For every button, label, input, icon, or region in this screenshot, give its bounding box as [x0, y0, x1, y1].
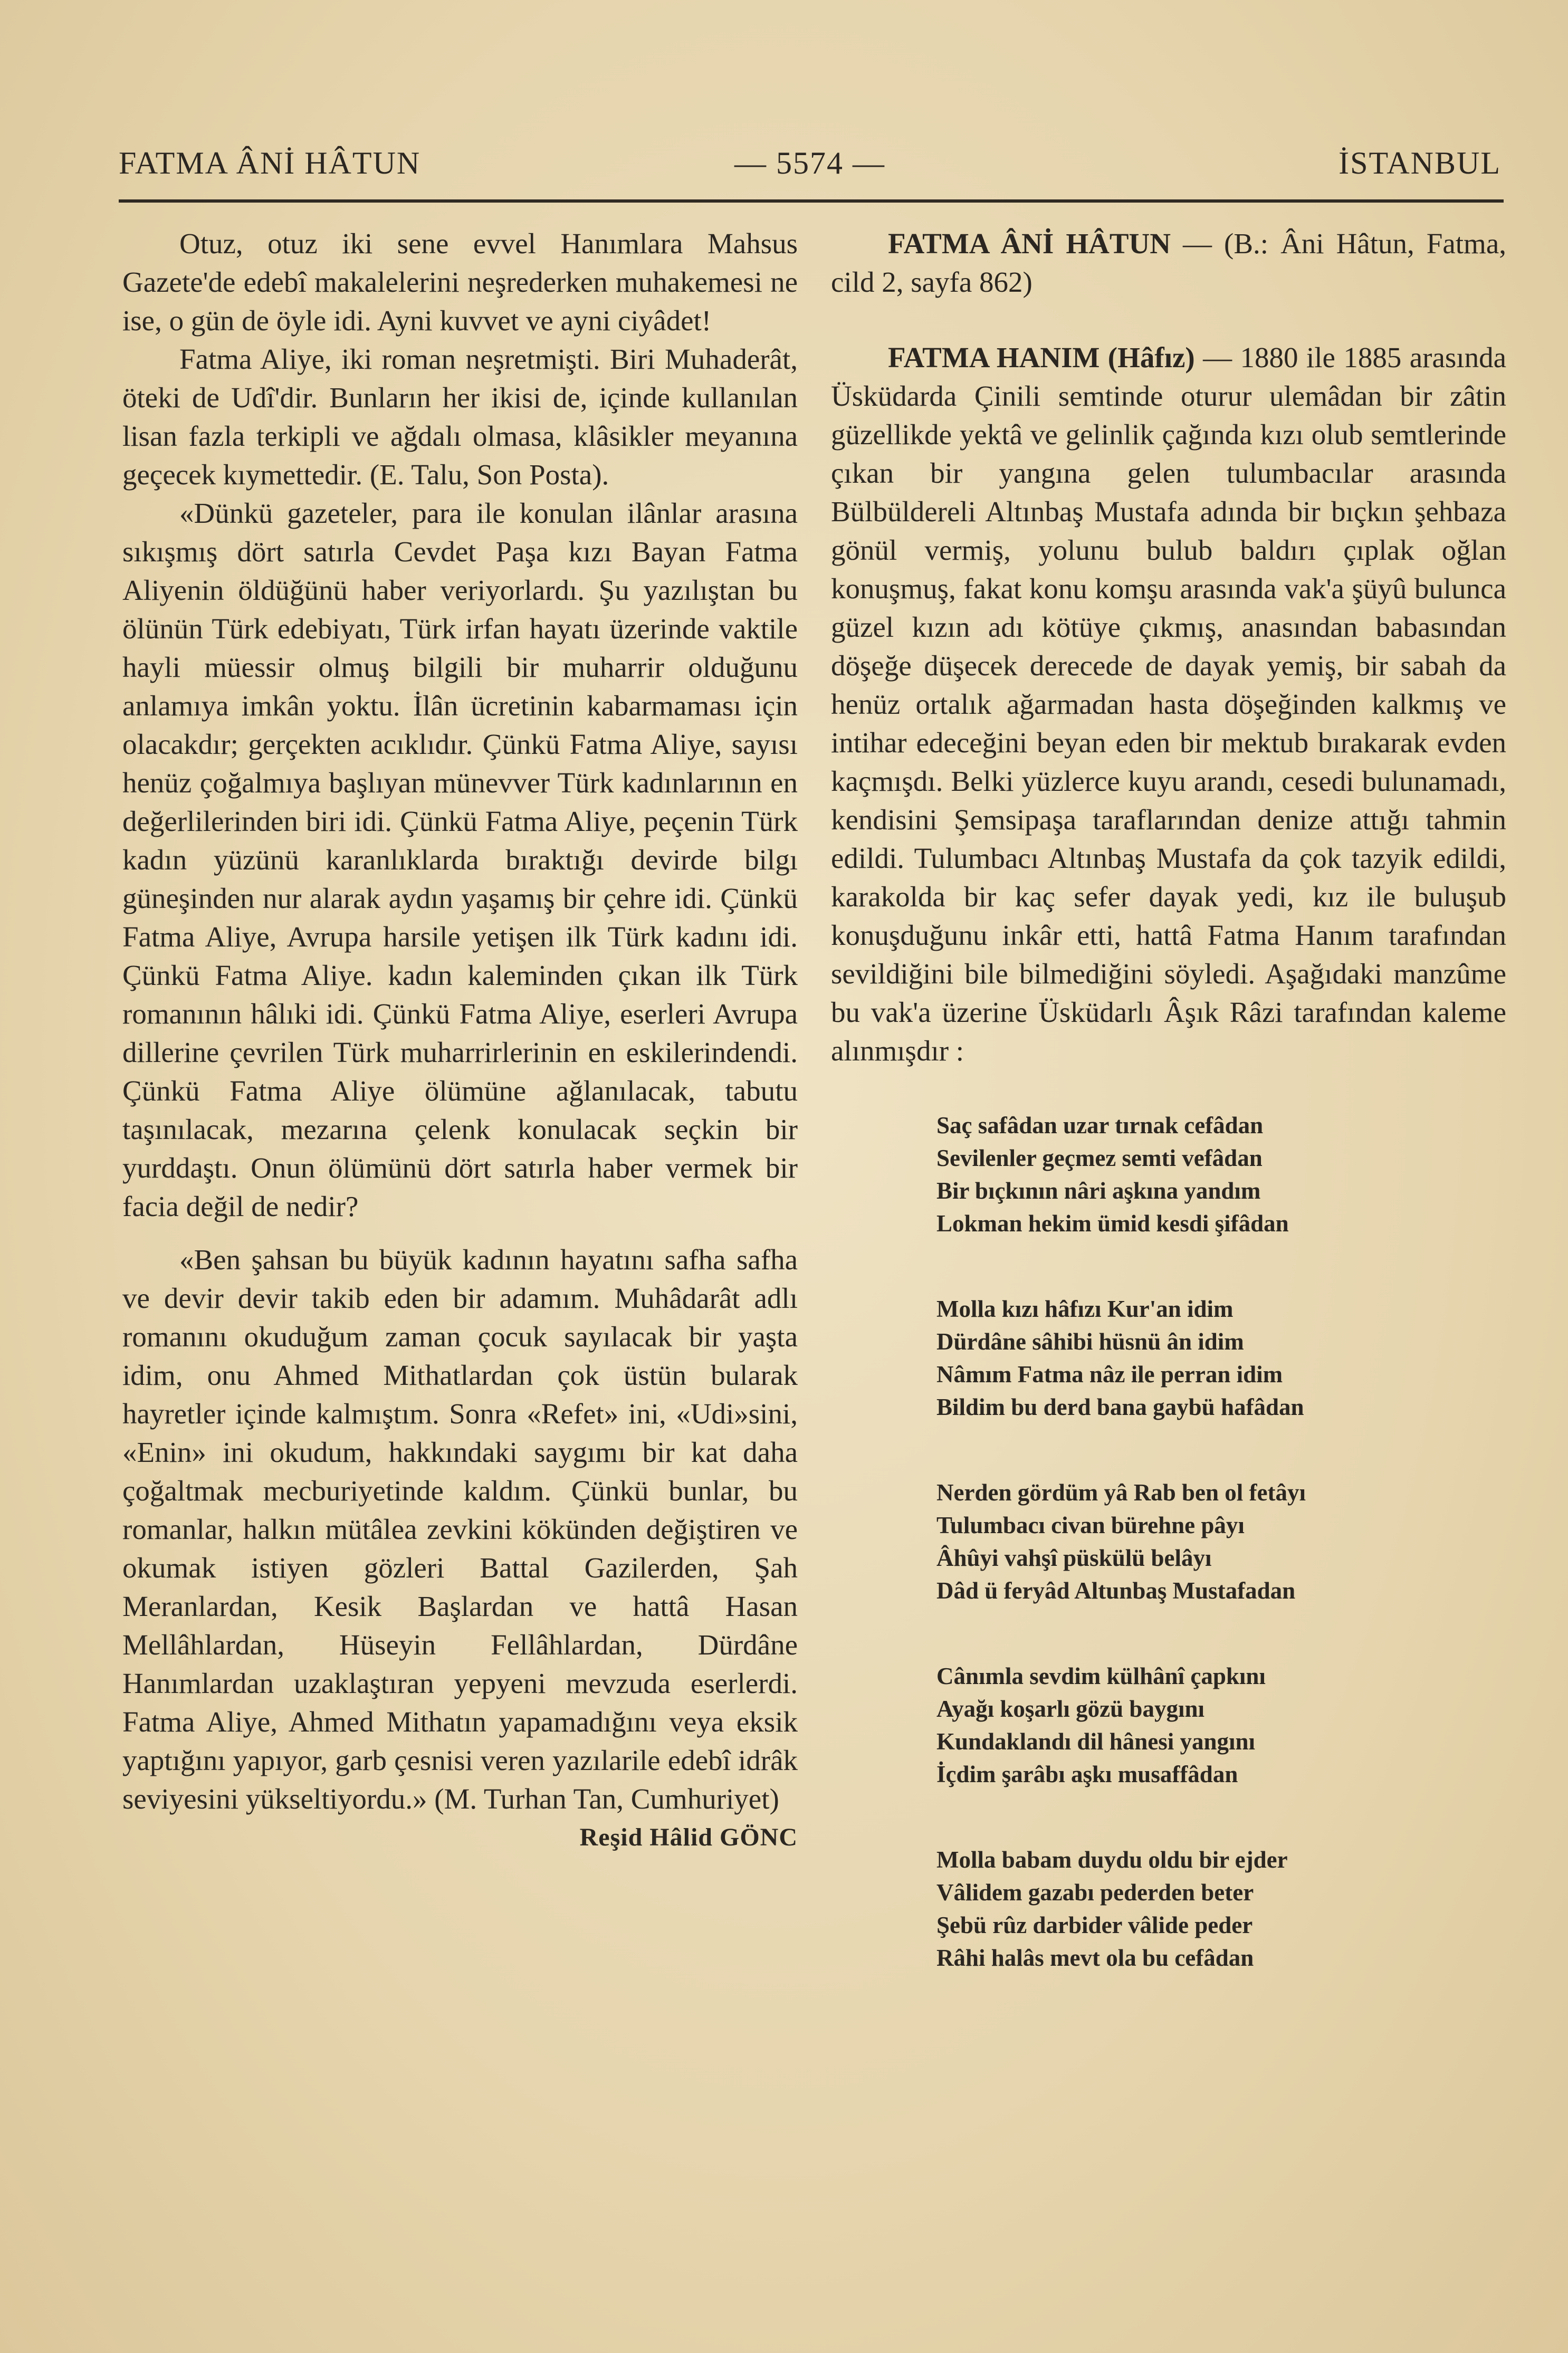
paragraph: Fatma Aliye, iki roman neşretmişti. Biri Muhaderât, öteki de Udî'dir. Bunların her ikisi de, içinde kullanılan lisan fazla terkipli ve ağdalı olmasa, klâsikler meyanına geçecek kıymettedir. (E. Talu, Son Posta). — [122, 343, 798, 491]
poem-line: Dürdâne sâhibi hüsnü ân idim — [936, 1328, 1244, 1355]
poem-line: Ayağı koşarlı gözü baygını — [936, 1696, 1204, 1722]
paragraph: Otuz, otuz iki sene evvel Hanımlara Mahsus Gazete'de edebî makalelerini neşrederken muhakemesi ne ise, o gün de öyle idi. Ayni kuvvet ve ayni ciyâdet! — [122, 227, 798, 337]
entry-fatma-hanim — [831, 338, 1506, 1070]
running-header — [119, 145, 1501, 193]
poem-line: Âhûyi vahşî püskülü belâyı — [936, 1545, 1212, 1571]
paragraph: «Ben şahsan bu büyük kadının hayatını safha safha ve devir devir takib eden bir adamım. Muhâdarât adlı romanını okuduğum zaman çocuk sayılacak bir yaşta idim, onu Ahmed Mithatlardan çok üstün bularak hayretler içinde kalmıştım. Sonra «Refet» ini, «Udi»sini, «Enin» ini okudum, hakkındaki saygımı bir kat daha çoğaltmak mecburiyetinde kaldım. Çünkü bunlar, bu romanlar, halkın mütâlea zevkini kökünden değiştiren ve okumak istiyen gözleri Battal Gazilerden, Şah Meranlardan, Kesik Başlardan ve hattâ Hasan Mellâhlardan, Hüseyin Fellâhlardan, Dürdâne Hanımlardan uzaklaştıran yepyeni mevzuda eserlerdi. Fatma Aliye, Ahmed Mithatın yapamadığını veya eksik yaptığını yapıyor, garb çesnisi veren yazılarile edebî idrâk seviyesini yükseltiyordu.» (M. Turhan Tan, Cumhuriyet) — [122, 1244, 798, 1815]
poem-stanza — [936, 1476, 1506, 1607]
entry-heading: FATMA HANIM (Hâfız) — [888, 341, 1195, 374]
poem-stanza — [936, 1843, 1506, 1974]
poem-stanza — [936, 1109, 1506, 1240]
poem-line: İçdim şarâbı aşkı musaffâdan — [936, 1761, 1238, 1787]
poem-line: Şebü rûz darbider vâlide peder — [936, 1912, 1253, 1938]
entry-fatma-ani-hatun — [831, 224, 1506, 301]
poem-line: Vâlidem gazabı pederden beter — [936, 1879, 1254, 1906]
paragraph: «Dünkü gazeteler, para ile konulan ilânlar arasına sıkışmış dört satırla Cevdet Paşa kızı Bayan Fatma Aliyenin öldüğünü haber veriyorlardı. Şu yazılıştan bu ölünün Türk edebiyatı, Türk irfan hayatı üzerinde vaktile hayli müessir olmuş bilgili bir muharrir olduğunu anlamıya imkân yoktu. İlân ücretinin kabarmaması için olacakdır; gerçekten acıklıdır. Çünkü Fatma Aliye, sayısı henüz çoğalmıya başlıyan münevver Türk kadınlarının en değerlilerinden biri idi. Çünkü Fatma Aliye, peçenin Türk kadın yüzünü karanlıklarda bıraktığı devirde bilgı güneşinden nur alarak aydın yaşamış bir çehre idi. Çünkü Fatma Aliye, Avrupa harsile yetişen ilk Türk kadını idi. Çünkü Fatma Aliye. kadın kaleminden çıkan ilk Türk romanının hâlıki idi. Çünkü Fatma Aliye, eserleri Avrupa dillerine çevrilen Türk muharrirlerinin en eskilerindendi. Çünkü Fatma Aliye ölümüne ağlanılacak, tabutu taşınılacak, mezarına çelenk konulacak seçkin bir yurddaştı. Onun ölümünü dört satırla haber vermek bir facia değil de nedir? — [122, 497, 798, 1222]
author-signature: Reşid Hâlid GÖNC — [579, 1823, 798, 1851]
header-rule — [119, 199, 1504, 203]
poem-line: Bir bıçkının nâri aşkına yandım — [936, 1178, 1261, 1204]
right-column — [831, 224, 1506, 2027]
header-article-title: FATMA ÂNİ HÂTUN — [119, 146, 421, 180]
poem-line: Sevilenler geçmez semti vefâdan — [936, 1145, 1263, 1171]
poem-line: Bildim bu derd bana gaybü hafâdan — [936, 1394, 1304, 1420]
entry-text: — 1880 ile 1885 arasında Üsküdarda Çinili semtinde oturur ulemâdan bir zâtin güzellikde yektâ ve gelinlik çağında kızı olub semtlerinde çıkan bir yangına gelen tulumbacılar arasında Bülbüldereli Altınbaş Mustafa adında bir bıçkın şehbaza gönül vermiş, yolunu bulub baldırı çıplak oğlan konuşmuş, fakat konu komşu arasında vak'a şüyû bulunca güzel kızın adı kötüye çıkmış, anasından babasından döşeğe düşecek derecede de dayak yemiş, bir sabah da henüz ortalık ağarmadan hasta döşeğinden kalkmış ve intihar edeceğini beyan eden bir mektub bırakarak evden kaçmışdı. Belki yüzlerce kuyu arandı, cesedi bulunamadı, kendisini Şemsipaşa taraflarından denize attığı tahmin edildi. Tulumbacı Altınbaş Mustafa da çok tazyik edildi, karakolda bir kaç sefer dayak yedi, kız ile buluşub konuşduğunu inkâr etti, hattâ Fatma Hanım tarafından sevildiğini bile bilmediğini söyledi. Aşağıdaki manzûme bu vak'a üzerine Üsküdarlı Âşık Râzi tarafından kaleme alınmışdır : — [831, 341, 1507, 1067]
poem-line: Râhi halâs mevt ola bu cefâdan — [936, 1945, 1254, 1971]
entry-heading: FATMA ÂNİ HÂTUN — [888, 227, 1171, 260]
poem-line: Tulumbacı civan bürehne pâyı — [936, 1512, 1245, 1538]
page-number: — 5574 — — [734, 146, 885, 180]
poem-line: Molla babam duydu oldu bir ejder — [936, 1847, 1288, 1873]
poem-line: Cânımla sevdim külhânî çapkını — [936, 1663, 1266, 1689]
left-column — [122, 224, 798, 1857]
poem-line: Saç safâdan uzar tırnak cefâdan — [936, 1112, 1264, 1139]
poem-line: Nerden gördüm yâ Rab ben ol fetâyı — [936, 1479, 1306, 1506]
entry-text: — (B.: Âni Hâtun, Fatma, cild 2, sayfa 862) — [831, 227, 1506, 298]
poem-stanza — [936, 1293, 1506, 1423]
poem-line: Dâd ü feryâd Altunbaş Mustafadan — [936, 1577, 1296, 1604]
poem-line: Nâmım Fatma nâz ile perran idim — [936, 1361, 1283, 1388]
poem-line: Molla kızı hâfızı Kur'an idim — [936, 1296, 1234, 1322]
poem-stanza — [936, 1660, 1506, 1791]
header-encyclopedia-title: İSTANBUL — [1338, 146, 1501, 180]
poem-line: Lokman hekim ümid kesdi şifâdan — [936, 1210, 1289, 1237]
poem — [936, 1109, 1506, 1974]
poem-line: Kundaklandı dil hânesi yangını — [936, 1728, 1256, 1755]
